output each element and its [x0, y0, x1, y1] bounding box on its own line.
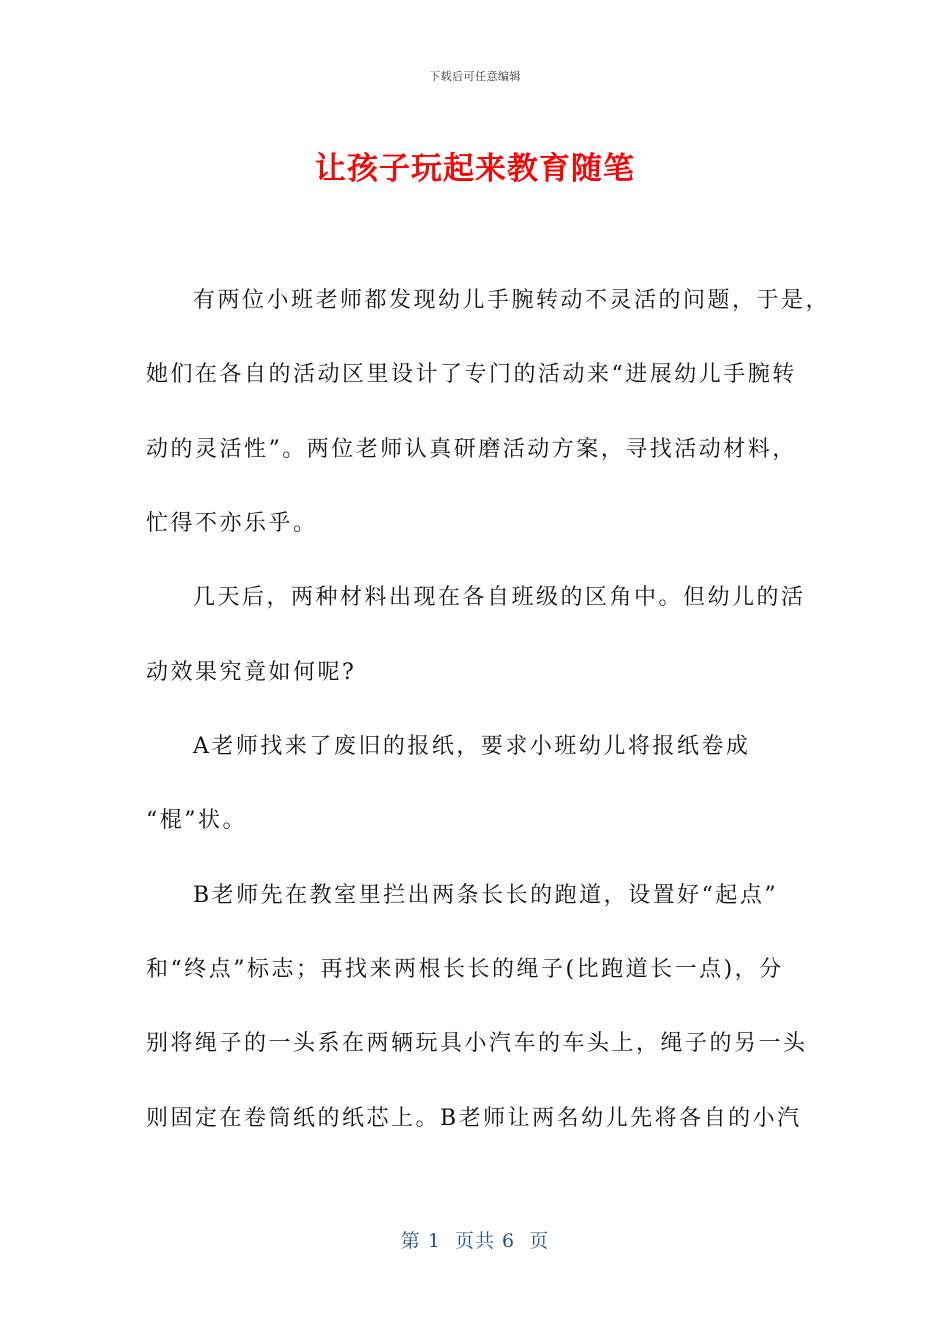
- body-line-3: 动的灵活性”。两位老师认真研磨活动方案，寻找活动材料，: [146, 437, 797, 462]
- header-note: 下载后可任意编辑: [429, 70, 521, 83]
- body-line-2: 她们在各自的活动区里设计了专门的活动来“进展幼儿手腕转: [146, 362, 797, 387]
- body-line-7: A老师找来了废旧的报纸，要求小班幼儿将报纸卷成: [193, 734, 751, 759]
- body-line-11: 别将绳子的一头系在两辆玩具小汽车的车头上，绳子的另一头: [146, 1031, 808, 1056]
- body-line-4: 忙得不亦乐乎。: [146, 511, 318, 536]
- body-line-1: 有两位小班老师都发现幼儿手腕转动不灵活的问题，于是，: [193, 288, 831, 313]
- body-line-9: B老师先在教室里拦出两条长长的跑道，设置好“起点”: [193, 883, 779, 908]
- body-line-6: 动效果究竟如何呢?: [146, 660, 357, 685]
- document-title: 让孩子玩起来教育随笔: [315, 151, 635, 187]
- page-footer: 第 1 页共 6 页: [400, 1230, 550, 1252]
- body-line-8: “棍”状。: [146, 808, 247, 833]
- body-line-5: 几天后，两种材料出现在各自班级的区角中。但幼儿的活: [193, 585, 806, 610]
- body-line-12: 则固定在卷筒纸的纸芯上。B老师让两名幼儿先将各自的小汽: [146, 1106, 802, 1131]
- body-line-10: 和“终点”标志；再找来两根长长的绳子(比跑道长一点)，分: [146, 957, 784, 982]
